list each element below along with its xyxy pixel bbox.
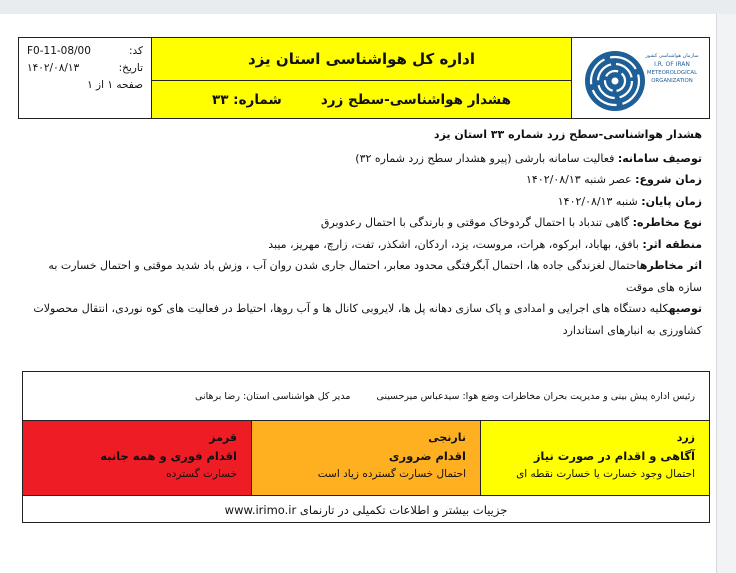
- end-value: شنبه ۱۴۰۲/۰۸/۱۳: [557, 194, 638, 208]
- warning-level-title: هشدار هواشناسی-سطح زرد: [320, 91, 511, 108]
- hazard-value: گاهی تندباد با احتمال گردوخاک موقتی و بارندگی با احتمال رعدوبرق: [320, 216, 630, 229]
- level-orange-title: نارنجی: [428, 431, 466, 444]
- meteorological-logo-icon: [579, 41, 703, 115]
- logo-text-3: ORGANIZATION: [650, 78, 693, 84]
- start-line: [30, 169, 702, 191]
- code-row: [27, 43, 143, 60]
- logo-text-fa: سازمان هواشناسی کشور: [644, 53, 699, 59]
- top-strip: [0, 0, 736, 14]
- warning-title: هشدار هواشناسی-سطح زرد شماره ۳۳ استان یزد: [433, 128, 702, 141]
- date-row: [27, 60, 143, 77]
- area-value: بافق، بهاباد، ابرکوه، هرات، مروست، یزد، اردکان، اشکذر، تفت، زارچ، مهریز، میبد: [268, 237, 639, 251]
- date-label: تاریخ:: [118, 62, 143, 74]
- logo-text-2: METEOROLOGICAL: [646, 70, 697, 76]
- director-signature: مدیر کل هواشناسی استان: رضا برهانی: [195, 390, 351, 402]
- warning-body: [30, 124, 702, 341]
- level-red-title: قرمز: [209, 431, 237, 444]
- page-title: اداره کل هواشناسی استان یزد: [152, 38, 571, 81]
- advice-label: توصیه: [668, 302, 702, 315]
- signature-row: [23, 372, 709, 421]
- document-meta: [19, 38, 152, 118]
- header-subtitle-row: [152, 81, 571, 118]
- end-line: [30, 191, 702, 213]
- warning-number: شماره: ۳۳: [212, 91, 282, 108]
- effects-label: اثر مخاطره: [639, 259, 702, 272]
- hazard-label: نوع مخاطره:: [632, 216, 702, 229]
- level-red: [23, 421, 251, 495]
- advice-value: کلیه دستگاه های اجرایی و امدادی و پاک سازی دهانه پل ها، لایروبی کانال ها و آب روها، احتیاط در فعالیت های کوه نوردی، انتقال محصولات کشاورزی به انبارهای استاندارد: [33, 302, 702, 337]
- start-label: زمان شروع:: [635, 173, 702, 186]
- date-value: ۱۴۰۲/۰۸/۱۳: [27, 62, 80, 74]
- code-label: کد:: [128, 45, 143, 57]
- code-value: F0-11-08/00: [27, 45, 91, 57]
- header-title-block: [152, 38, 571, 118]
- level-yellow: [480, 421, 709, 495]
- page-row: [27, 77, 143, 94]
- area-label: منطقه اثر:: [642, 237, 702, 251]
- level-red-desc: خسارت گسترده: [166, 468, 237, 480]
- warning-footer: [22, 371, 710, 523]
- effects-line: [30, 255, 702, 298]
- area-line: [30, 234, 702, 256]
- level-yellow-title: زرد: [676, 431, 695, 444]
- forecast-head-signature: رئیس اداره پیش بینی و مدیریت بحران مخاطرات وضع هوا: سیدعباس میرحسینی: [376, 390, 695, 402]
- effects-value: احتمال لغزندگی جاده ها، احتمال آبگرفتگی محدود معابر، احتمال جاری شدن روان آب ، وزش باد شدید موقتی و احتمال خسارت به سازه های موقت: [48, 259, 702, 294]
- level-orange: [251, 421, 480, 495]
- level-orange-action: اقدام ضروری: [388, 449, 466, 463]
- page-label: صفحه ۱ از ۱: [87, 79, 143, 91]
- document-header: [18, 37, 710, 119]
- end-label: زمان پایان:: [641, 194, 702, 208]
- system-value: فعالیت سامانه بارشی (پیرو هشدار سطح زرد شماره ۳۲): [355, 151, 615, 165]
- logo-text-1: I.R. OF IRAN: [653, 61, 690, 68]
- logo: [571, 38, 709, 118]
- hazard-line: [30, 212, 702, 234]
- level-yellow-desc: احتمال وجود خسارت یا خسارت نقطه ای: [516, 468, 695, 480]
- level-orange-desc: احتمال خسارت گسترده زیاد است: [317, 468, 466, 480]
- warning-levels: [23, 421, 709, 496]
- system-line: [30, 148, 702, 170]
- level-yellow-action: آگاهی و اقدام در صورت نیاز: [533, 449, 695, 463]
- page-edge: [716, 14, 736, 573]
- more-info-link[interactable]: جزییات بیشتر و اطلاعات تکمیلی در تارنمای www.irimo.ir: [224, 503, 508, 517]
- start-value: عصر شنبه ۱۴۰۲/۰۸/۱۳: [525, 173, 632, 186]
- system-label: توصیف سامانه:: [617, 151, 702, 165]
- level-red-action: اقدام فوری و همه جانبه: [100, 449, 237, 463]
- advice-line: [30, 298, 702, 341]
